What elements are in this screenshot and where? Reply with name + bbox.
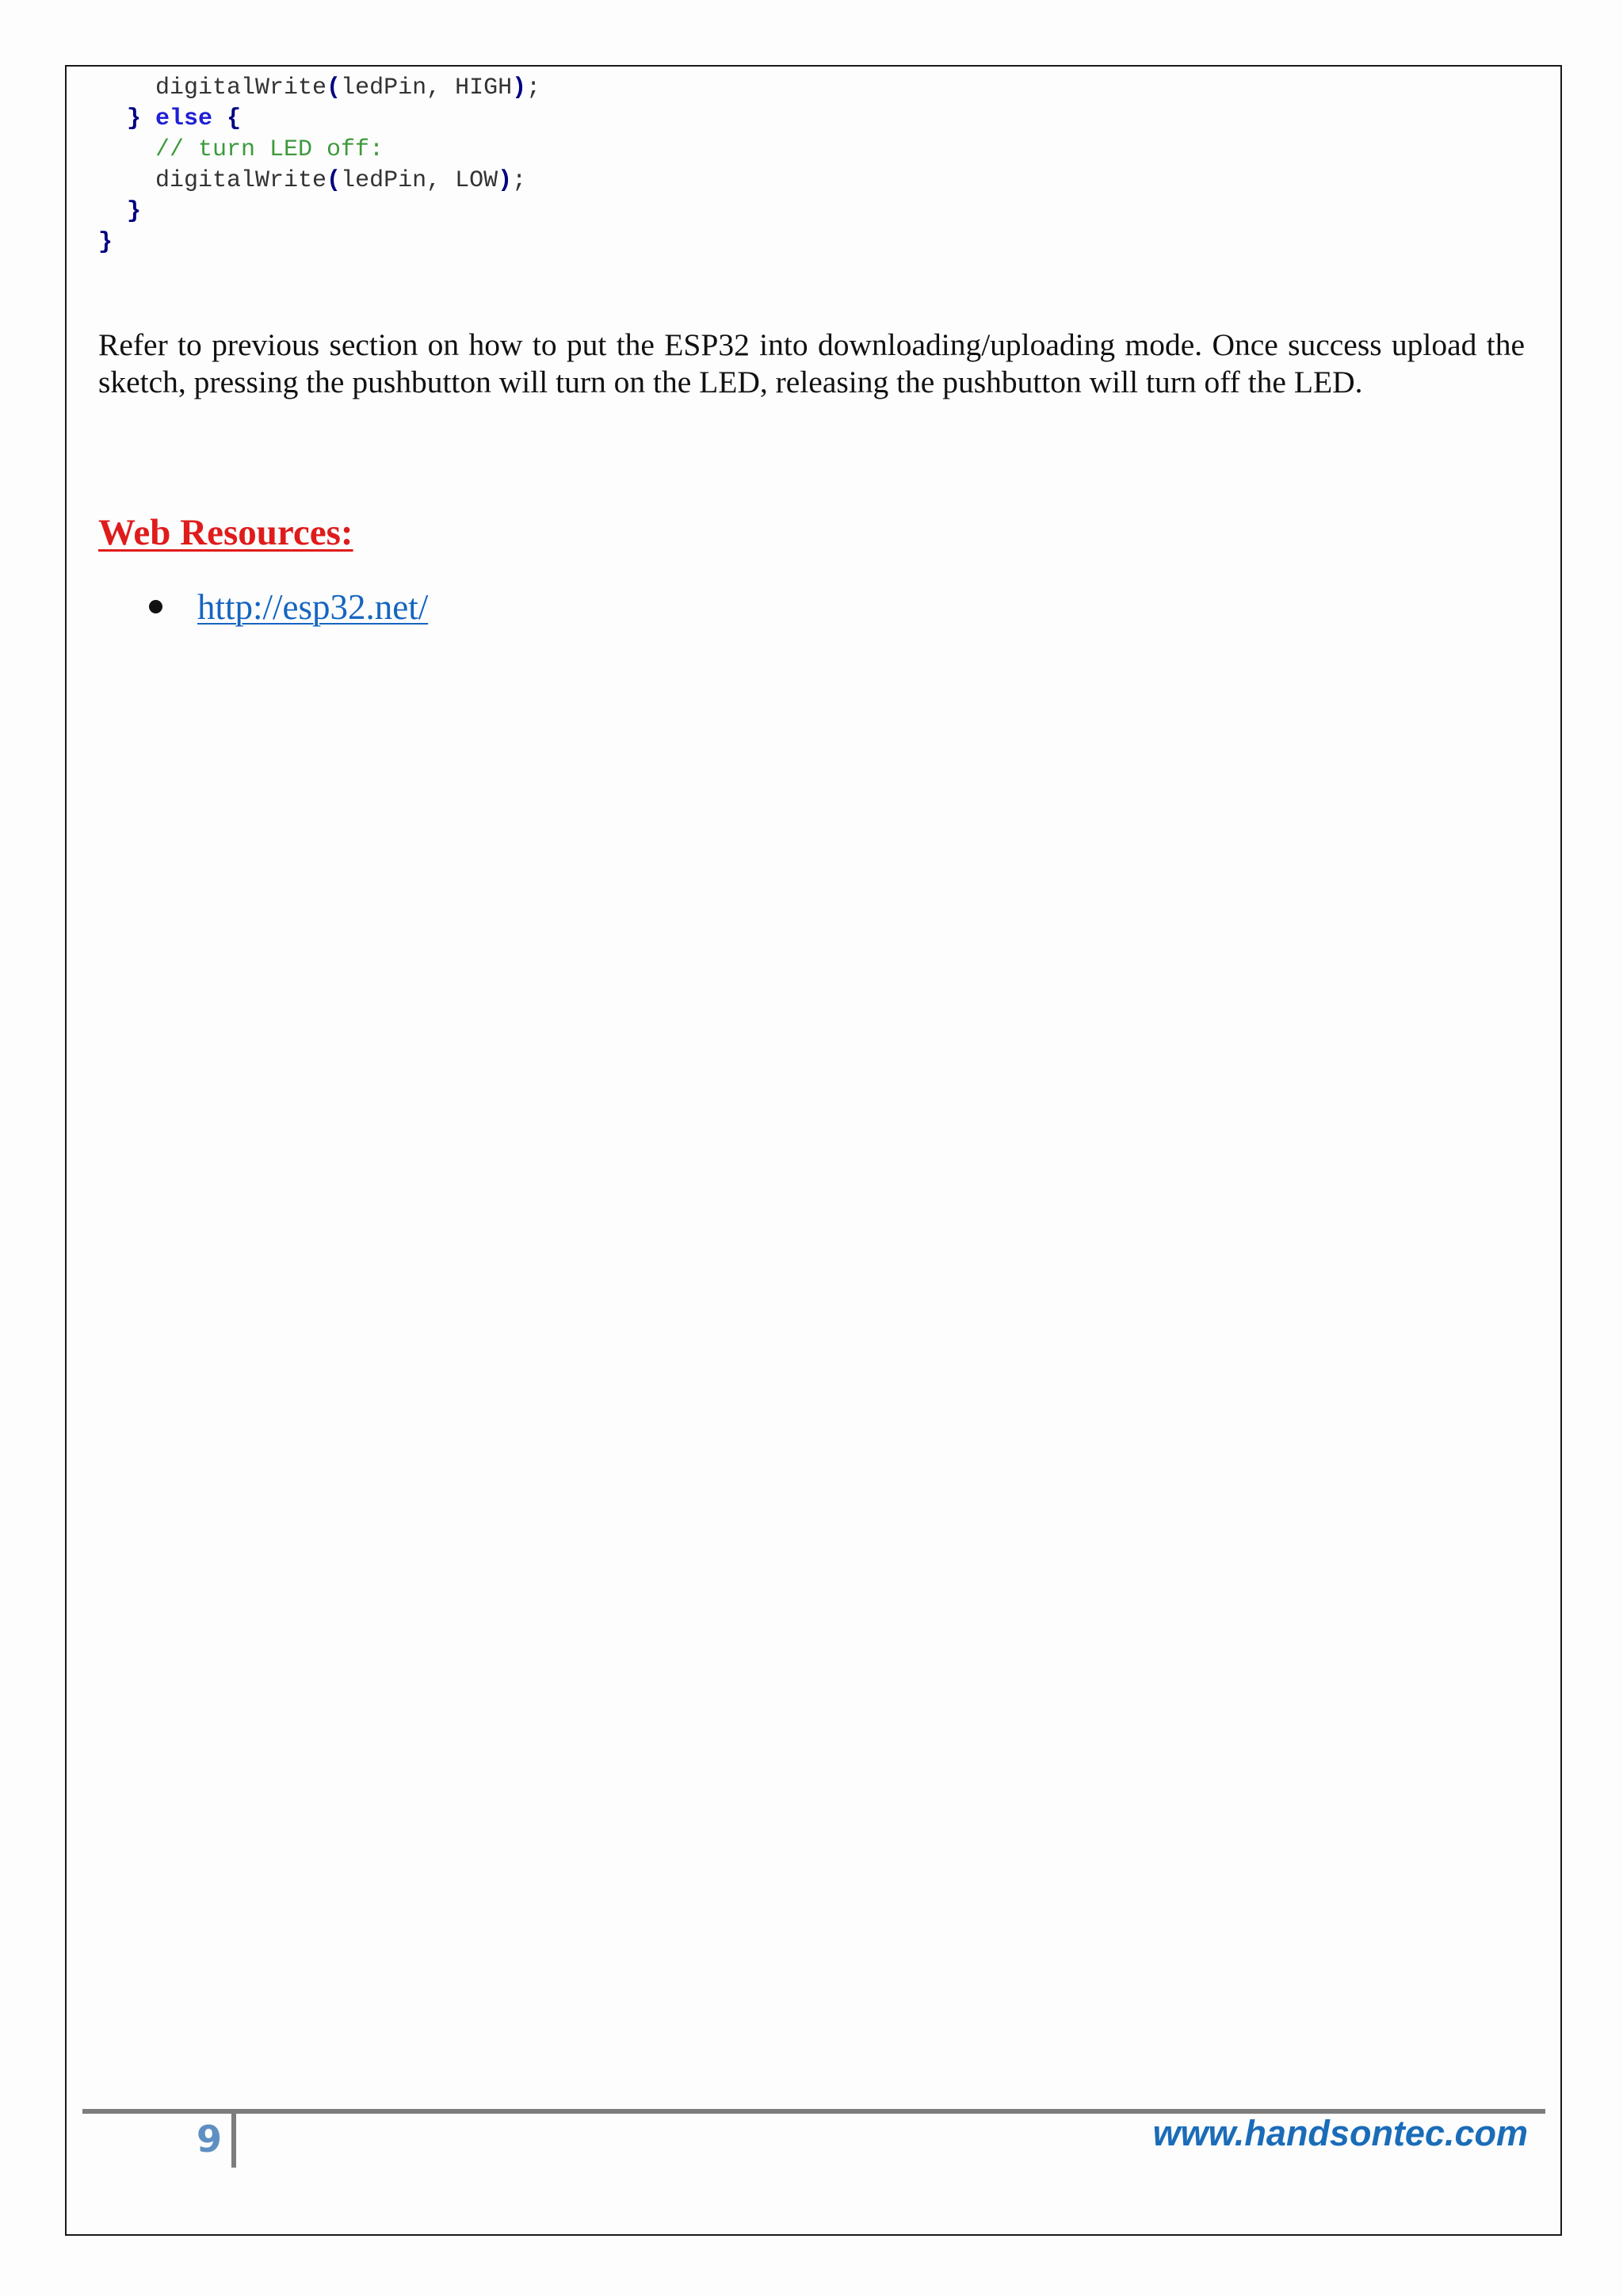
code-line bbox=[98, 104, 540, 135]
web-resources-heading: Web Resources: bbox=[98, 512, 353, 553]
page-number: 9 bbox=[196, 2118, 222, 2160]
code-token-plain bbox=[141, 105, 155, 132]
code-token-brace: { bbox=[227, 105, 242, 132]
code-token-paren: ( bbox=[327, 167, 342, 194]
code-token-semi: ; bbox=[526, 74, 541, 101]
code-token-plain: digitalWrite bbox=[98, 167, 327, 194]
list-item bbox=[98, 585, 428, 629]
code-token-brace: } bbox=[127, 105, 142, 132]
code-token-paren: ) bbox=[512, 74, 527, 101]
code-token-comment: // turn LED off: bbox=[155, 136, 384, 163]
code-token-keyword: else bbox=[155, 105, 213, 132]
code-token-plain: ledPin, LOW bbox=[341, 167, 498, 194]
code-token-plain bbox=[98, 136, 155, 163]
code-line bbox=[98, 135, 540, 166]
code-token-paren: ( bbox=[327, 74, 342, 101]
code-line bbox=[98, 166, 540, 197]
code-token-plain bbox=[212, 105, 227, 132]
code-line bbox=[98, 227, 540, 258]
code-token-brace: } bbox=[98, 229, 113, 256]
footer-site-url[interactable]: www.handsontec.com bbox=[1152, 2113, 1528, 2153]
code-token-semi: ; bbox=[512, 167, 527, 194]
web-resources-list bbox=[98, 585, 428, 629]
code-line bbox=[98, 197, 540, 227]
code-token-paren: ) bbox=[498, 167, 513, 194]
bullet-icon bbox=[149, 600, 162, 613]
code-token-plain bbox=[98, 198, 127, 225]
footer-divider bbox=[231, 2114, 236, 2168]
code-block bbox=[98, 73, 540, 258]
code-token-plain: ledPin, HIGH bbox=[341, 74, 513, 101]
code-token-brace: } bbox=[127, 198, 142, 225]
body-paragraph: Refer to previous section on how to put the ESP32 into downloading/uploading mode. Once success upload the sketch, pressing the pushbutton will turn on the LED, releasing the pushbutton will turn off the LED. bbox=[98, 327, 1525, 399]
code-token-plain: digitalWrite bbox=[98, 74, 327, 101]
esp32-net-link[interactable]: http://esp32.net/ bbox=[197, 587, 429, 627]
code-token-plain bbox=[98, 105, 127, 132]
code-line bbox=[98, 73, 540, 104]
